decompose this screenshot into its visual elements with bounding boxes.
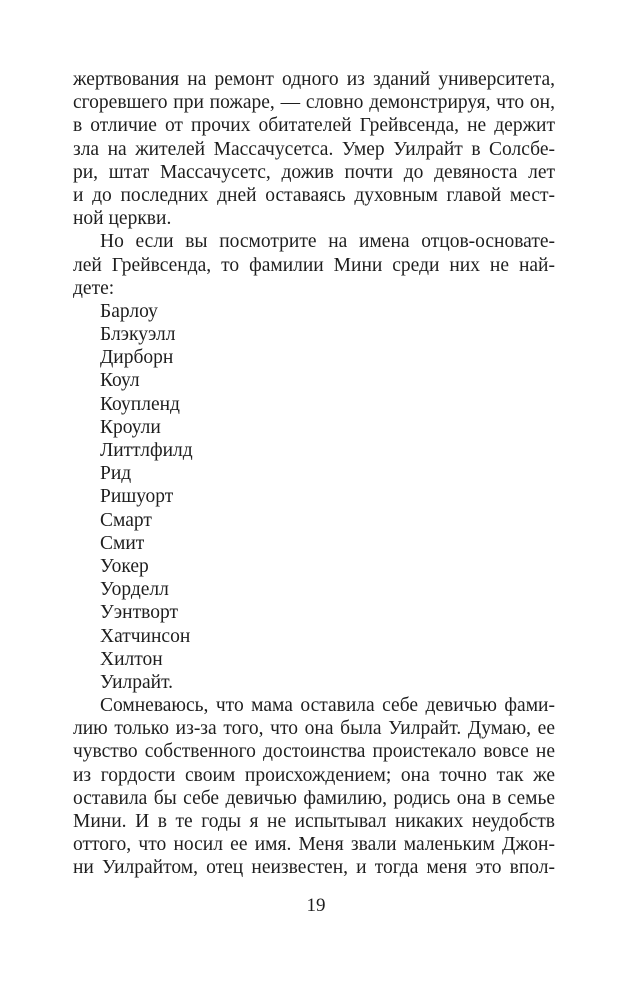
text-line: ной церкви. [73, 208, 172, 230]
text-line: жертвования на ремонт одного из зданий университета, [73, 69, 555, 90]
founders-list [73, 300, 555, 694]
list-item: Хатчинсон [100, 625, 191, 647]
list-item: Смарт [100, 509, 152, 531]
list-item: Рид [100, 463, 132, 485]
list-item: Коупленд [100, 393, 180, 415]
list-item: Уорделл [100, 579, 169, 601]
list-item: Барлоу [100, 300, 158, 322]
text-line: ри, штат Массачусетс, дожив почти до девяноста лет [73, 161, 555, 183]
text-line: Но если вы посмотрите на имена отцов-основате- [100, 231, 555, 253]
list-item: Дирборн [100, 347, 174, 369]
list-item: Уэнтворт [100, 602, 178, 624]
text-line: лию только из-за того, что она была Уилрайт. Думаю, ее [73, 718, 555, 740]
text-line: и до последних дней оставаясь духовным главой мест- [73, 184, 555, 206]
text-line: сгоревшего при пожаре, — словно демонстрируя, что он, [73, 92, 555, 114]
paragraph-2 [73, 230, 555, 300]
text-line: дете: [73, 277, 115, 299]
text-line: зла на жителей Массачусетса. Умер Уилрайт в Солсбе- [73, 138, 555, 160]
paragraph-3 [73, 694, 555, 880]
paragraph-1 [73, 68, 555, 230]
list-item: Блэкуэлл [100, 324, 176, 346]
text-line: из гордости своим происхождением; она точно так же [73, 764, 555, 786]
page-text [73, 68, 555, 880]
list-item: Смит [100, 532, 145, 554]
list-item: Ришуорт [100, 486, 174, 508]
list-item: Кроули [100, 416, 161, 438]
list-item: Уилрайт. [100, 671, 174, 693]
list-item: Хилтон [100, 648, 163, 670]
text-line: ни Уилрайтом, отец неизвестен, и тогда меня это впол- [73, 857, 555, 879]
list-item: Коул [100, 370, 140, 392]
text-line: Мини. И в те годы я не испытывал никаких неудобств [73, 811, 555, 832]
text-line: чувство собственного достоинства проистекало вовсе не [73, 741, 555, 763]
list-item: Литтлфилд [100, 440, 193, 461]
page-number: 19 [306, 895, 326, 916]
text-line: оттого, что носил ее имя. Меня звали маленьким Джон- [73, 834, 555, 856]
text-line: в отличие от прочих обитателей Грейвсенда, не держит [73, 115, 555, 137]
list-item: Уокер [100, 555, 149, 577]
text-line: лей Грейвсенда, то фамилии Мини среди них не най- [73, 254, 555, 276]
text-line: Сомневаюсь, что мама оставила себе девичью фами- [100, 695, 555, 717]
text-line: оставила бы себе девичью фамилию, родись она в семье [73, 787, 555, 809]
